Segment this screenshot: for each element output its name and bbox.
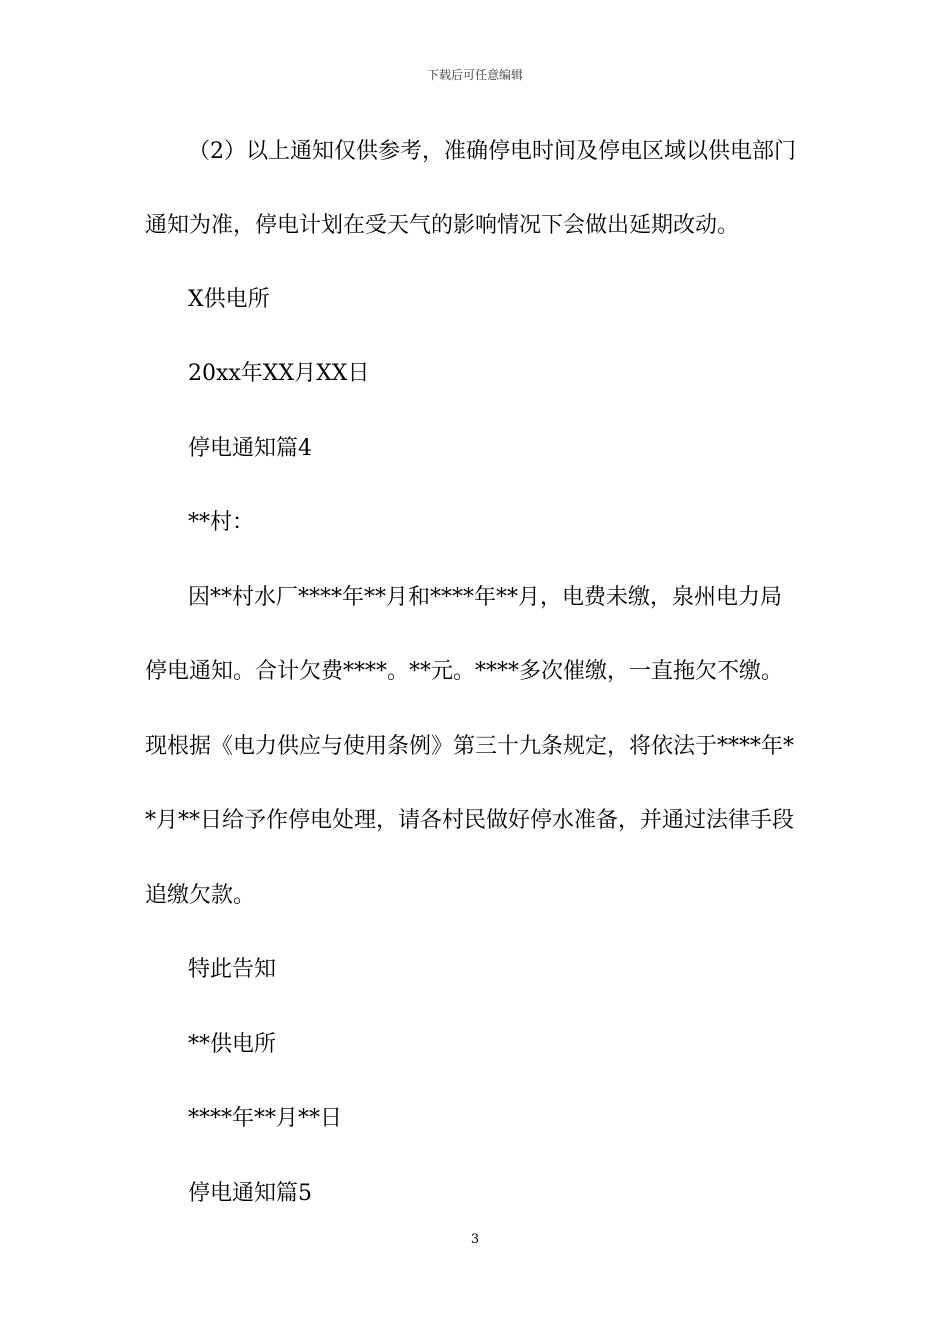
addressee: **村： (188, 510, 255, 535)
page-header: 下载后可任意编辑 (426, 68, 523, 82)
signature-office-2: **供电所 (188, 1032, 277, 1057)
signature-date-2: ****年**月**日 (188, 1106, 343, 1131)
paragraph-note-line-2: 通知为准，停电计划在受天气的影响情况下会做出延期改动。 (145, 213, 740, 238)
paragraph-body-line-2: 停电通知。合计欠费****。**元。****多次催缴，一直拖欠不缴。 (145, 659, 784, 684)
signature-office: X供电所 (188, 287, 270, 312)
paragraph-body-line-1: 因**村水厂****年**月和****年**月，电费未缴，泉州电力局 (188, 585, 783, 610)
paragraph-body-line-3: 现根据《电力供应与使用条例》第三十九条规定，将依法于****年* (145, 734, 795, 759)
notice-closing: 特此告知 (188, 957, 277, 982)
signature-date: 20xx年XX月XX日 (188, 361, 370, 386)
section-heading-5: 停电通知篇5 (188, 1181, 312, 1206)
paragraph-body-line-5: 追缴欠款。 (145, 883, 256, 908)
paragraph-note-line-1: （2）以上通知仅供参考，准确停电时间及停电区域以供电部门 (188, 139, 796, 164)
page-number: 3 (470, 1232, 480, 1247)
section-heading-4: 停电通知篇4 (188, 436, 312, 461)
paragraph-body-line-4: *月**日给予作停电处理，请各村民做好停水准备，并通过法律手段 (145, 808, 795, 833)
